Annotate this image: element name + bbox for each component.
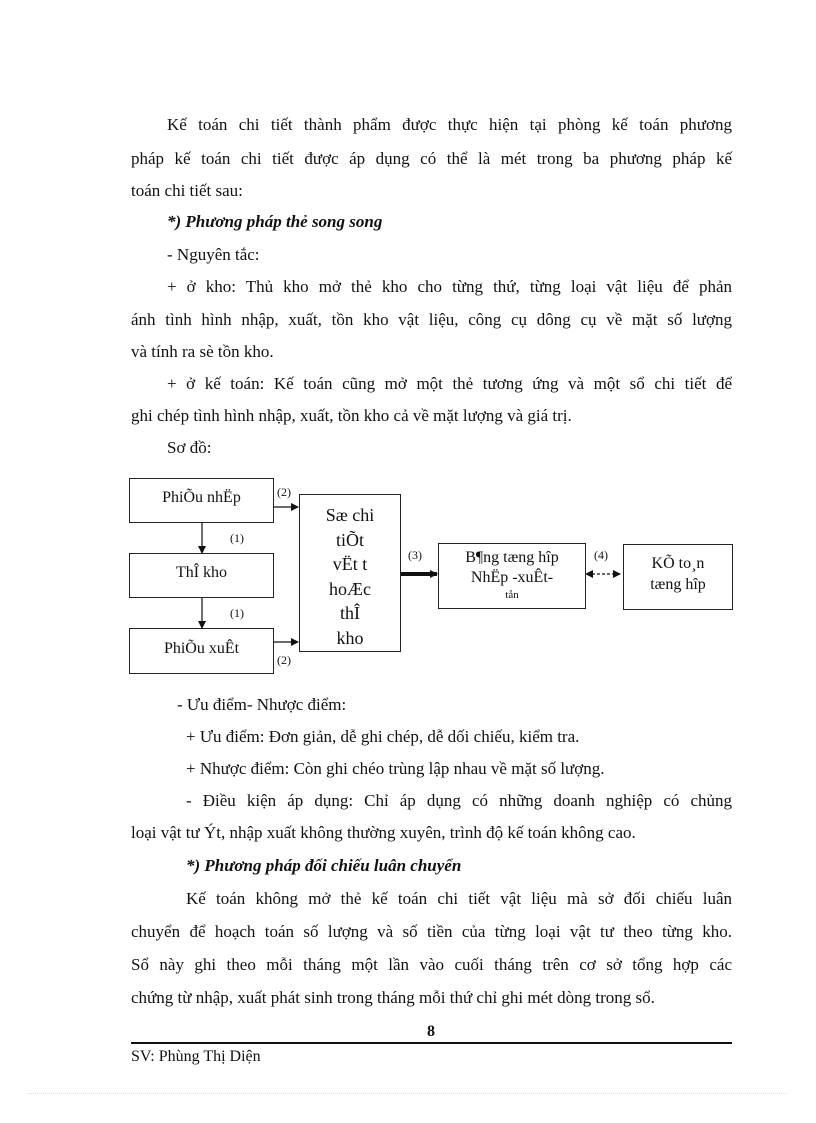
phieu-xuat-box bbox=[129, 628, 274, 674]
phieu-xuat-label: PhiÕu xuÊt bbox=[163, 640, 240, 657]
paragraph-line: Kế toán chi tiết thành phẩm được thực hiện tại phòng kế toán phương bbox=[167, 115, 732, 134]
paragraph-line: và tính ra sè tồn kho. bbox=[131, 342, 274, 361]
so-chi-tiet-line: thÎ bbox=[340, 603, 360, 623]
bang-tong-hop-box bbox=[438, 543, 586, 609]
so-chi-tiet-line: tiÕt bbox=[335, 529, 364, 550]
step-label: (4) bbox=[594, 548, 608, 562]
ke-toan-tong-hop-box bbox=[623, 544, 733, 610]
section-heading: *) Phương pháp đối chiếu luân chuyển bbox=[186, 856, 462, 875]
footer-divider bbox=[131, 1042, 732, 1044]
paragraph-line: loại vật tư Ýt, nhập xuất không thường xuyên, trình độ kế toán không cao. bbox=[131, 823, 636, 842]
section-heading: *) Phương pháp thẻ song song bbox=[167, 212, 383, 231]
paragraph-line: ánh tình hình nhập, xuất, tồn kho vật liệu, công cụ dông cụ về mặt số lượng bbox=[131, 310, 732, 329]
so-chi-tiet-line: kho bbox=[336, 627, 364, 648]
step-label: (3) bbox=[408, 548, 422, 562]
paragraph-line: - Ưu điểm- Nhược điểm: bbox=[177, 695, 347, 714]
paragraph-line: chuyển để hoạch toán số lượng và số tiền của từng loại vật tư theo từng kho. bbox=[131, 922, 732, 941]
paragraph-line: + Nhược điểm: Còn ghi chéo trùng lập nhau về mặt số lượng. bbox=[186, 759, 605, 778]
paragraph-line: + ở kho: Thủ kho mở thẻ kho cho từng thứ, từng loại vật liệu để phản bbox=[167, 277, 732, 296]
paragraph-line: Kế toán không mở thẻ kế toán chi tiết vật liệu mà sở đối chiếu luân bbox=[186, 889, 732, 908]
paragraph-line: Sổ này ghi theo mỗi tháng một lần vào cuối tháng trên cơ sở tổng hợp các bbox=[131, 955, 732, 974]
so-chi-tiet-box bbox=[299, 494, 401, 652]
so-chi-tiet-line: vËt t bbox=[332, 554, 368, 574]
bang-tong-hop-line: B¶ng tæng hîp bbox=[465, 549, 559, 566]
paragraph-line: + ở kế toán: Kế toán cũng mở một thẻ tương ứng và một sổ chi tiết để bbox=[167, 374, 732, 393]
so-chi-tiet-line: hoÆc bbox=[329, 578, 371, 599]
bang-tong-hop-line: tån bbox=[505, 589, 519, 601]
step-label: (1) bbox=[230, 606, 244, 620]
the-kho-box bbox=[129, 553, 274, 598]
so-chi-tiet-line: Sæ chi bbox=[325, 505, 375, 525]
step-label: (2) bbox=[277, 653, 291, 667]
paragraph-line: ghi chép tình hình nhập, xuất, tồn kho cả về mặt lượng và giá trị. bbox=[131, 406, 572, 425]
step-label: (2) bbox=[277, 485, 291, 499]
the-kho-label: ThÎ kho bbox=[175, 564, 228, 581]
paragraph-line: - Điều kiện áp dụng: Chỉ áp dụng có những doanh nghiệp có chủng bbox=[186, 791, 732, 810]
paragraph-line: - Nguyên tắc: bbox=[167, 245, 260, 264]
paragraph-line: chứng từ nhập, xuất phát sinh trong tháng mỗi thứ chỉ ghi mét dòng trong sổ. bbox=[131, 988, 655, 1007]
paragraph-line: Sơ đồ: bbox=[167, 438, 212, 457]
phieu-nhap-box bbox=[129, 478, 274, 523]
paragraph-line: + Ưu điểm: Đơn giản, dễ ghi chép, dễ dối chiếu, kiểm tra. bbox=[186, 727, 580, 746]
ke-toan-line: KÕ to¸n bbox=[651, 555, 705, 572]
page-number: 8 bbox=[427, 1023, 435, 1040]
ke-toan-line: tæng hîp bbox=[650, 576, 706, 593]
page-edge-line bbox=[28, 1093, 788, 1094]
step-label: (1) bbox=[230, 531, 244, 545]
paragraph-line: pháp kế toán chi tiết được áp dụng có thể là mét trong ba phương pháp kế bbox=[131, 149, 732, 168]
paragraph-line: toán chi tiết sau: bbox=[131, 181, 243, 200]
bang-tong-hop-line: NhËp -xuÊt- bbox=[470, 569, 554, 586]
student-name: SV: Phùng Thị Diện bbox=[131, 1048, 261, 1065]
phieu-nhap-label: PhiÕu nhËp bbox=[162, 489, 241, 506]
